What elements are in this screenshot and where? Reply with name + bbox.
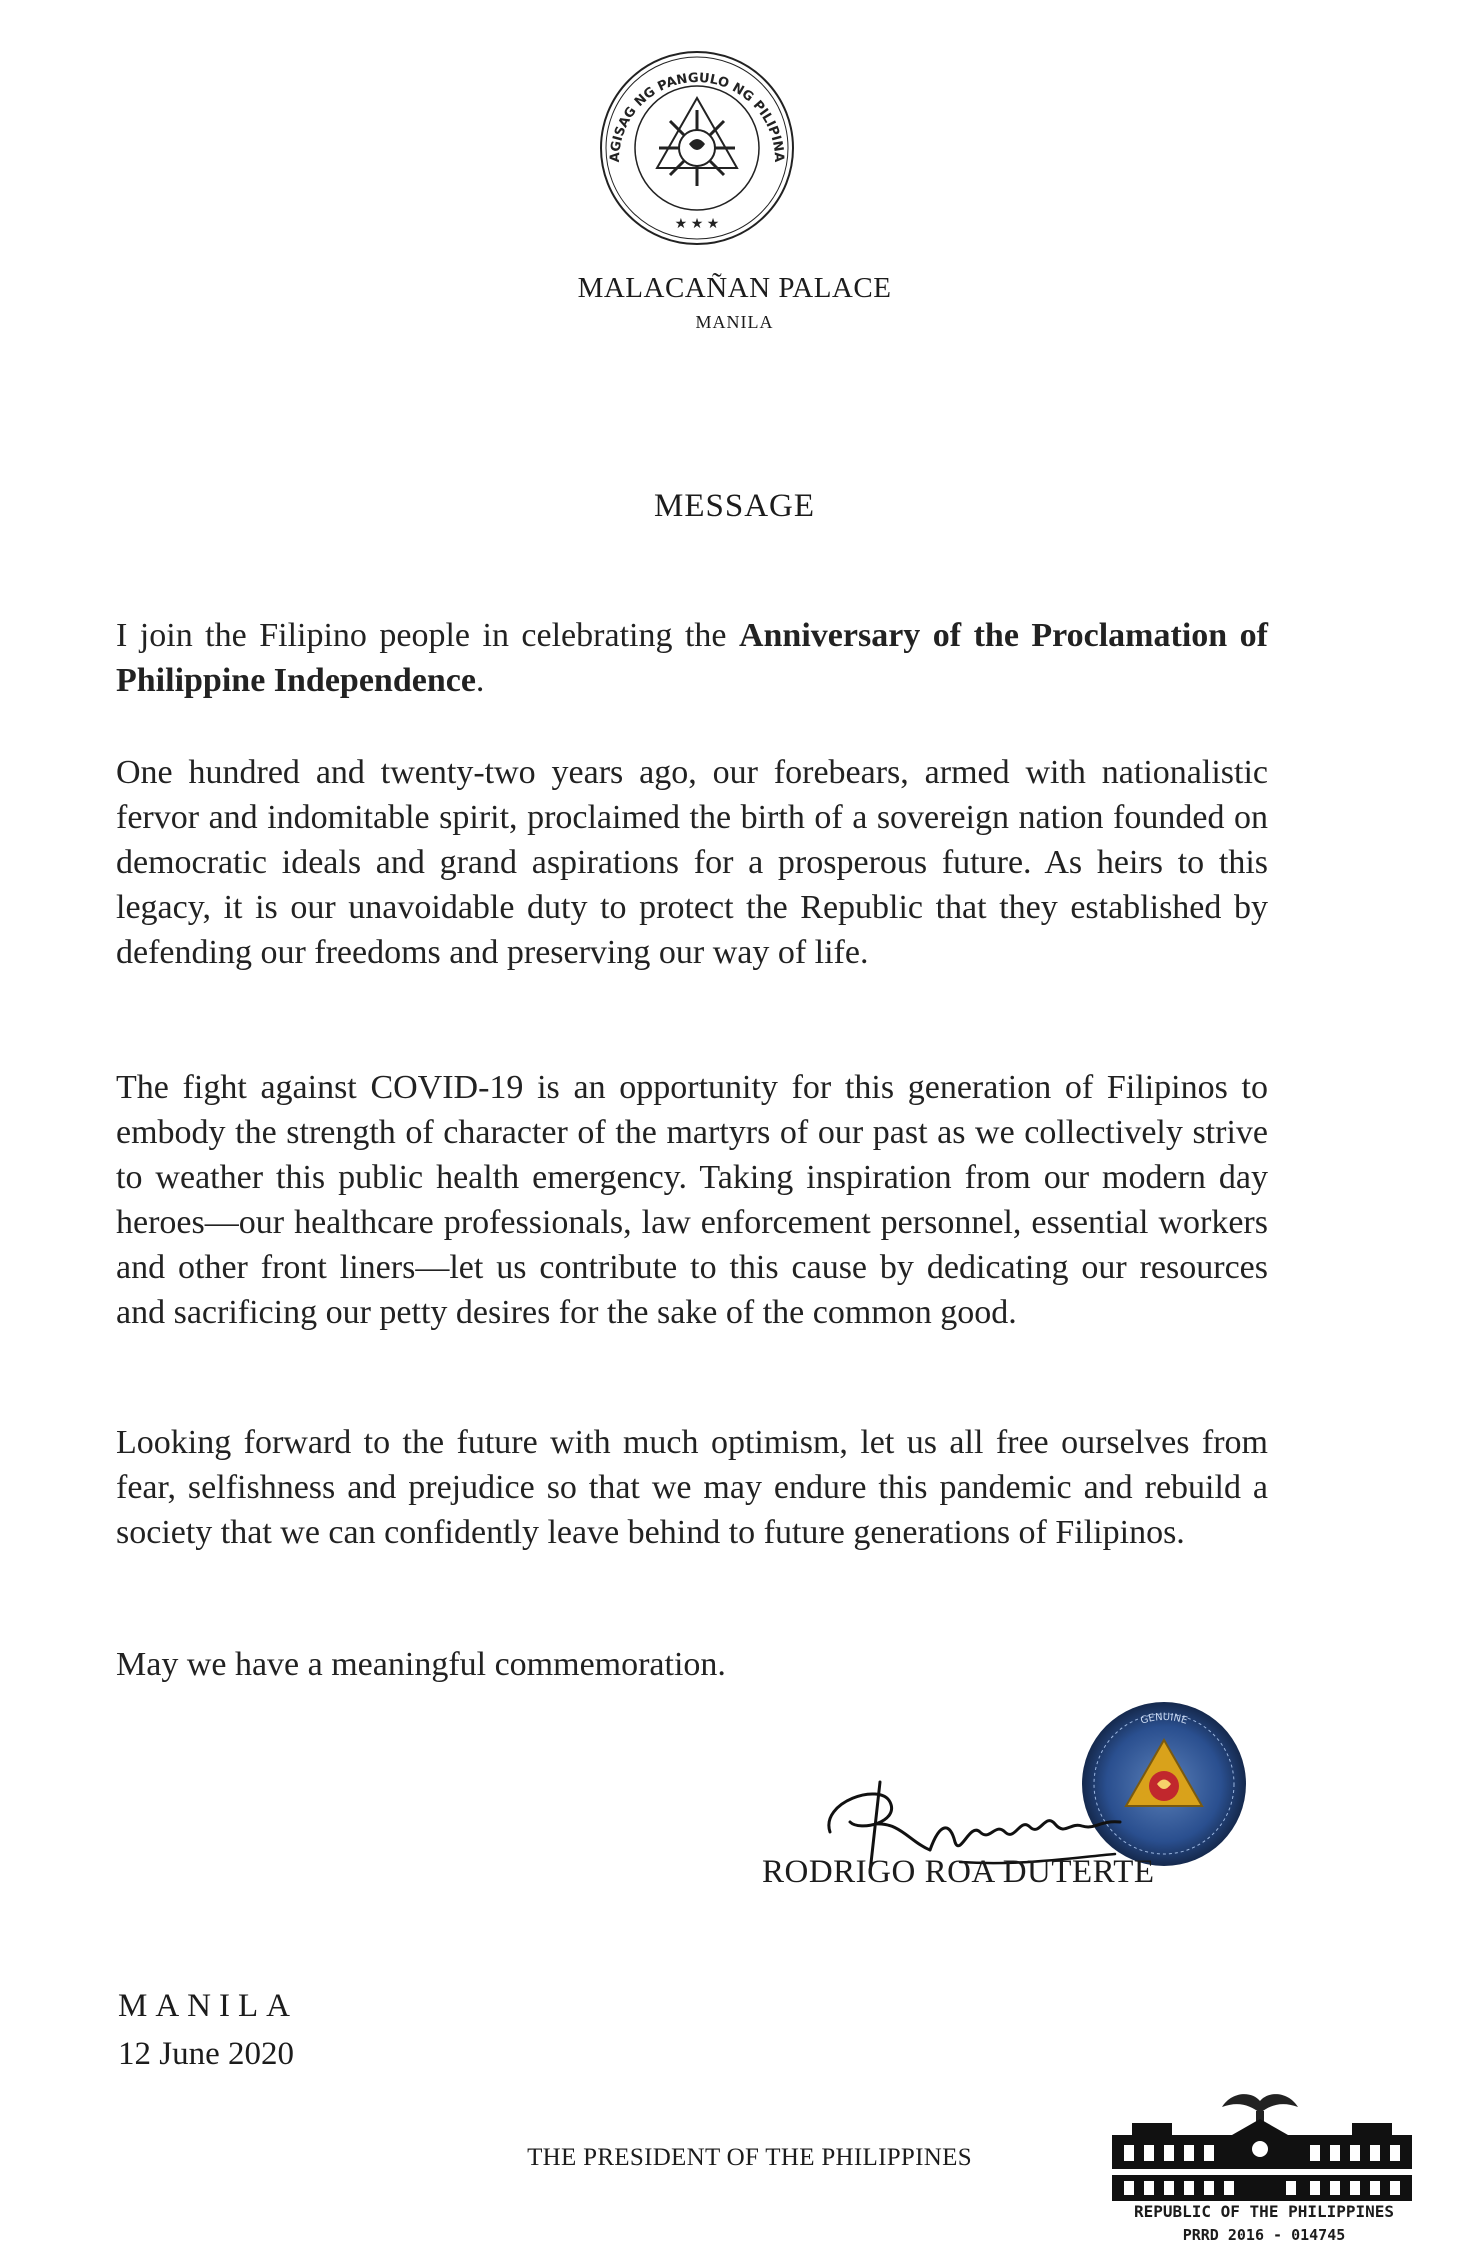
document-title: MESSAGE — [653, 488, 816, 524]
palace-city: MANILA — [695, 312, 774, 332]
palace-building-stamp — [1112, 2085, 1412, 2201]
paragraph-2: One hundred and twenty-two years ago, our forebears, armed with nationalistic fervor and indomitable spirit, proclaimed the birth of a sovereign nation founded on democratic ideals and grand aspirations for a prosperous future. As heirs to this legacy, it is our unavoidable duty to protect the Republic that they established by defending our freedoms and preserving our way of life. — [116, 754, 1268, 971]
presidential-seal — [597, 48, 797, 248]
paragraph-1-bold: Anniversary of the Proclamation of Philippine Independence — [116, 617, 1268, 699]
stamp-republic: REPUBLIC OF THE PHILIPPINES — [1133, 2202, 1395, 2221]
hologram-text: GENUINE — [1139, 1711, 1189, 1727]
dateline-date: 12 June 2020 — [118, 2036, 294, 2072]
paragraph-5: May we have a meaningful commemoration. — [116, 1646, 726, 1683]
seal-text: AGISAG NG PANGULO NG PILIPINA — [607, 70, 787, 163]
dateline-place: MANILA — [118, 1988, 298, 2024]
paragraph-1 — [116, 613, 1268, 703]
svg-text:★ ★ ★: ★ ★ ★ — [674, 217, 720, 232]
signatory-name: RODRIGO ROA DUTERTE — [762, 1854, 1155, 1890]
paragraph-1-text: I join the Filipino people in celebrating the — [116, 617, 739, 654]
paragraph-1-end: . — [475, 662, 485, 699]
palace-heading: MALACAÑAN PALACE — [577, 272, 892, 304]
paragraph-4: Looking forward to the future with much optimism, let us all free ourselves from fear, selfishness and prejudice so that we may endure this pandemic and rebuild a society that we can confidently leave behind to future generations of Filipinos. — [116, 1424, 1268, 1551]
paragraph-3: The fight against COVID-19 is an opportunity for this generation of Filipinos to embody the strength of character of the martyrs of our past as we collectively strive to weather this public health emergency. Taking inspiration from our modern day heroes—our healthcare professionals, law enforcement personnel, essential workers and other front liners—let us contribute to this cause by dedicating our resources and sacrificing our petty desires for the sake of the common good. — [116, 1069, 1268, 1331]
stamp-prrd-number: PRRD 2016 - 014745 — [1182, 2226, 1346, 2244]
footer-office: THE PRESIDENT OF THE PHILIPPINES — [527, 2144, 972, 2171]
